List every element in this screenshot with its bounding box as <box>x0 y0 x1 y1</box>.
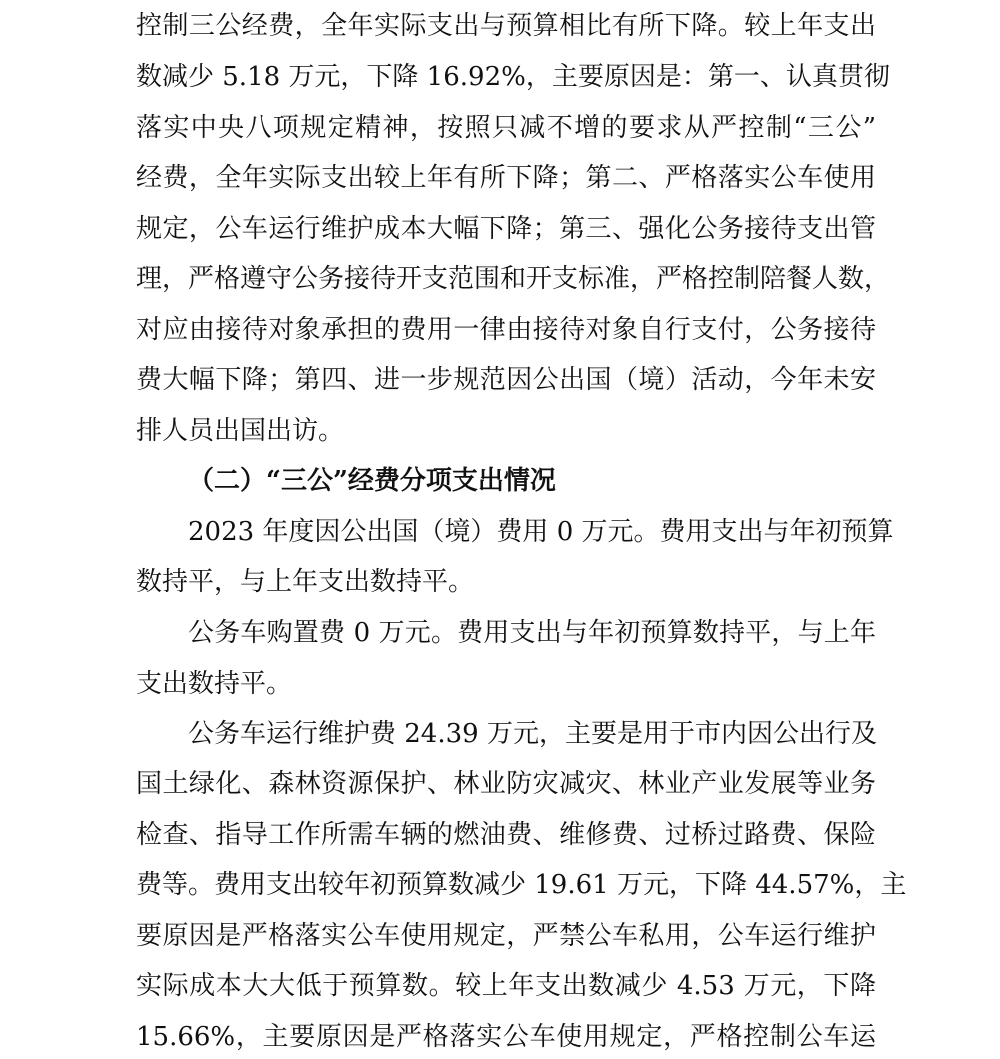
paragraph-line-13: 公务车购置费 0 万元。费用支出与年初预算数持平，与上年 <box>188 618 876 648</box>
paragraph-line-7: 对应由接待对象承担的费用一律由接待对象自行支付，公务接待 <box>136 315 876 345</box>
paragraph-line-11: 2023 年度因公出国（境）费用 0 万元。费用支出与年初预算 <box>188 517 894 547</box>
paragraph-line-18: 费等。费用支出较年初预算数减少 19.61 万元，下降 44.57%，主 <box>136 870 907 900</box>
paragraph-line-4: 经费，全年实际支出较上年有所下降；第二、严格落实公车使用 <box>136 163 876 193</box>
paragraph-line-5: 规定，公车运行维护成本大幅下降；第三、强化公务接待支出管 <box>136 214 876 244</box>
paragraph-line-16: 国土绿化、森林资源保护、林业防灾减灾、林业产业发展等业务 <box>136 769 876 799</box>
paragraph-line-14: 支出数持平。 <box>136 669 293 699</box>
section-heading: （二）“三公”经费分项支出情况 <box>188 466 556 496</box>
paragraph-line-21: 15.66%，主要原因是严格落实公车使用规定，严格控制公车运 <box>136 1022 876 1052</box>
paragraph-line-19: 要原因是严格落实公车使用规定，严禁公车私用，公车运行维护 <box>136 921 876 951</box>
paragraph-line-17: 检查、指导工作所需车辆的燃油费、维修费、过桥过路费、保险 <box>136 820 876 850</box>
paragraph-line-3: 落实中央八项规定精神，按照只减不增的要求从严控制“三公” <box>136 113 876 143</box>
paragraph-line-9: 排人员出国出访。 <box>136 416 345 446</box>
paragraph-line-12: 数持平，与上年支出数持平。 <box>136 567 475 597</box>
paragraph-line-20: 实际成本大大低于预算数。较上年支出数减少 4.53 万元，下降 <box>136 971 876 1001</box>
paragraph-line-15: 公务车运行维护费 24.39 万元，主要是用于市内因公出行及 <box>188 719 877 749</box>
paragraph-line-8: 费大幅下降；第四、进一步规范因公出国（境）活动，今年未安 <box>136 365 876 395</box>
paragraph-line-1: 控制三公经费，全年实际支出与预算相比有所下降。较上年支出 <box>136 11 876 41</box>
paragraph-line-6: 理，严格遵守公务接待开支范围和开支标准，严格控制陪餐人数， <box>136 264 891 294</box>
paragraph-line-2: 数减少 5.18 万元，下降 16.92%，主要原因是：第一、认真贯彻 <box>136 62 890 92</box>
